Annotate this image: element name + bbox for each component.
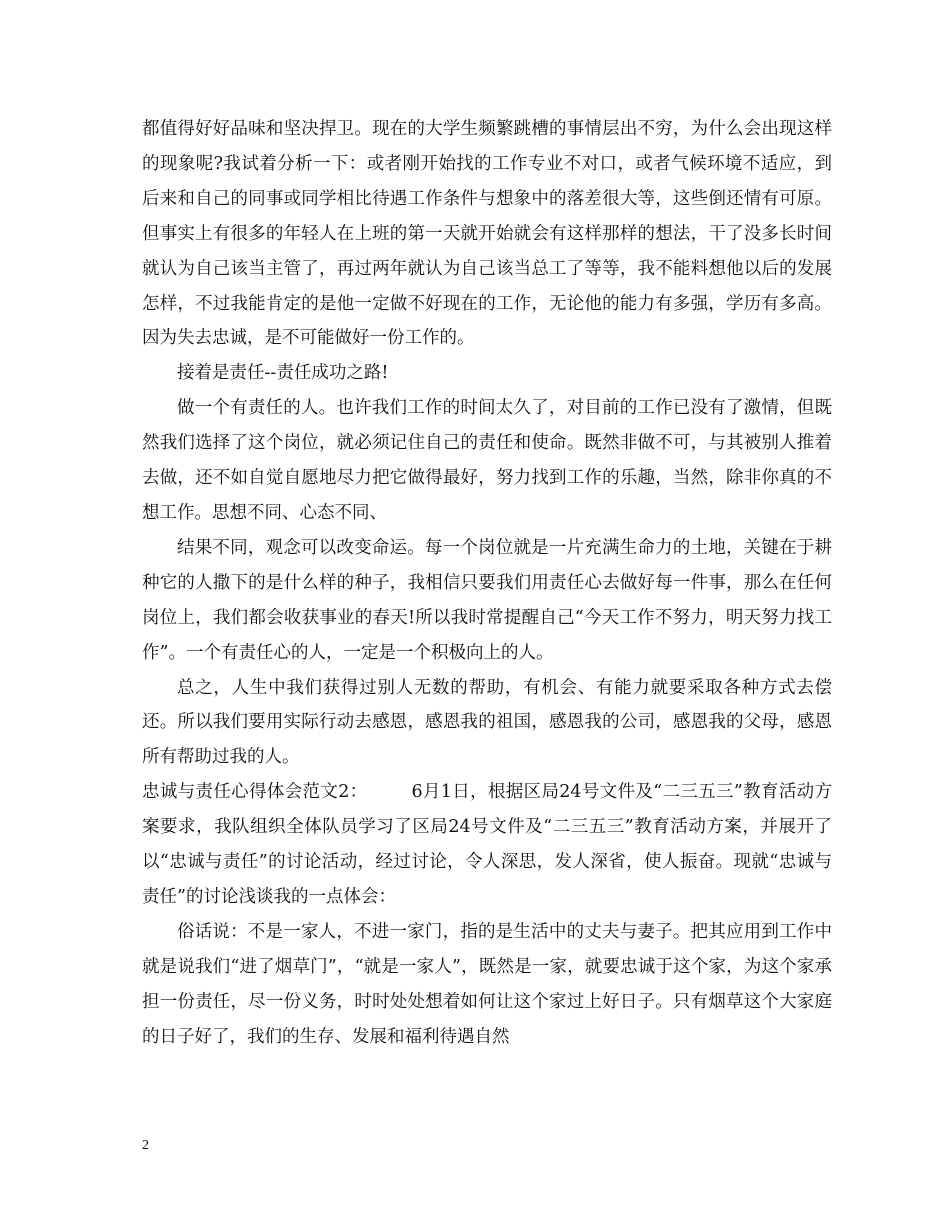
- body-paragraph-1: 都值得好好品味和坚决捍卫。现在的大学生频繁跳槽的事情层出不穷，为什么会出现这样的现象呢?我试着分析一下：或者刚开始找的工作专业不对口，或者气候环境不适应，到后来和自己的同事或同学相比待遇工作条件与想象中的落差很大等，这些倒还情有可原。但事实上有很多的年轻人在上班的第一天就开始就会有这样那样的想法，干了没多长时间就认为自己该当主管了，再过两年就认为自己该当总工了等等，我不能料想他以后的发展怎样，不过我能肯定的是他一定做不好现在的工作，无论他的能力有多强，学历有多高。因为失去忠诚，是不可能做好一份工作的。: [142, 119, 832, 349]
- body-paragraph-5: 总之，人生中我们获得过别人无数的帮助，有机会、有能力就要采取各种方式去偿还。所以我们要用实际行动去感恩，感恩我的祖国，感恩我的公司，感恩我的父母，感恩所有帮助过我的人。: [142, 677, 832, 768]
- document-body: [142, 112, 832, 1054]
- body-paragraph-7: 俗话说：不是一家人，不进一家门，指的是生活中的丈夫与妻子。把其应用到工作中就是说我们“进了烟草门”，“就是一家人”，既然是一家，就要忠诚于这个家，为这个家承担一份责任，尽一份义务，时时处处想着如何让这个家过上好日子。只有烟草这个大家庭的日子好了，我们的生存、发展和福利待遇自然: [142, 921, 832, 1047]
- section-text: 6月1日，根据区局24号文件及“二三五三”教育活动方案要求，我队组织全体队员学习了区局24号文件及“二三五三”教育活动方案，并展开了以“忠诚与责任”的讨论活动，经过讨论，令人深思，发人深省，使人振奋。现就“忠诚与责任”的讨论浅谈我的一点体会：: [142, 782, 832, 907]
- body-paragraph-3: 做一个有责任的人。也许我们工作的时间太久了，对目前的工作已没有了激情，但既然我们选择了这个岗位，就必须记住自己的责任和使命。既然非做不可，与其被别人推着去做，还不如自觉自愿地尽力把它做得最好，努力找到工作的乐趣，当然，除非你真的不想工作。思想不同、心态不同、: [142, 398, 832, 523]
- body-paragraph-2: 接着是责任--责任成功之路!: [177, 363, 389, 384]
- page-number: 2: [142, 1138, 149, 1153]
- body-paragraph-4: 结果不同，观念可以改变命运。每一个岗位就是一片充满生命力的土地，关键在于耕种它的人撒下的是什么样的种子，我相信只要我们用责任心去做好每一件事，那么在任何岗位上，我们都会收获事业的春天!所以我时常提醒自己“今天工作不努力，明天努力找工作”。一个有责任心的人，一定是一个积极向上的人。: [142, 537, 832, 663]
- section-heading: 忠诚与责任心得体会范文2：: [142, 782, 368, 803]
- section-paragraph: [142, 775, 832, 915]
